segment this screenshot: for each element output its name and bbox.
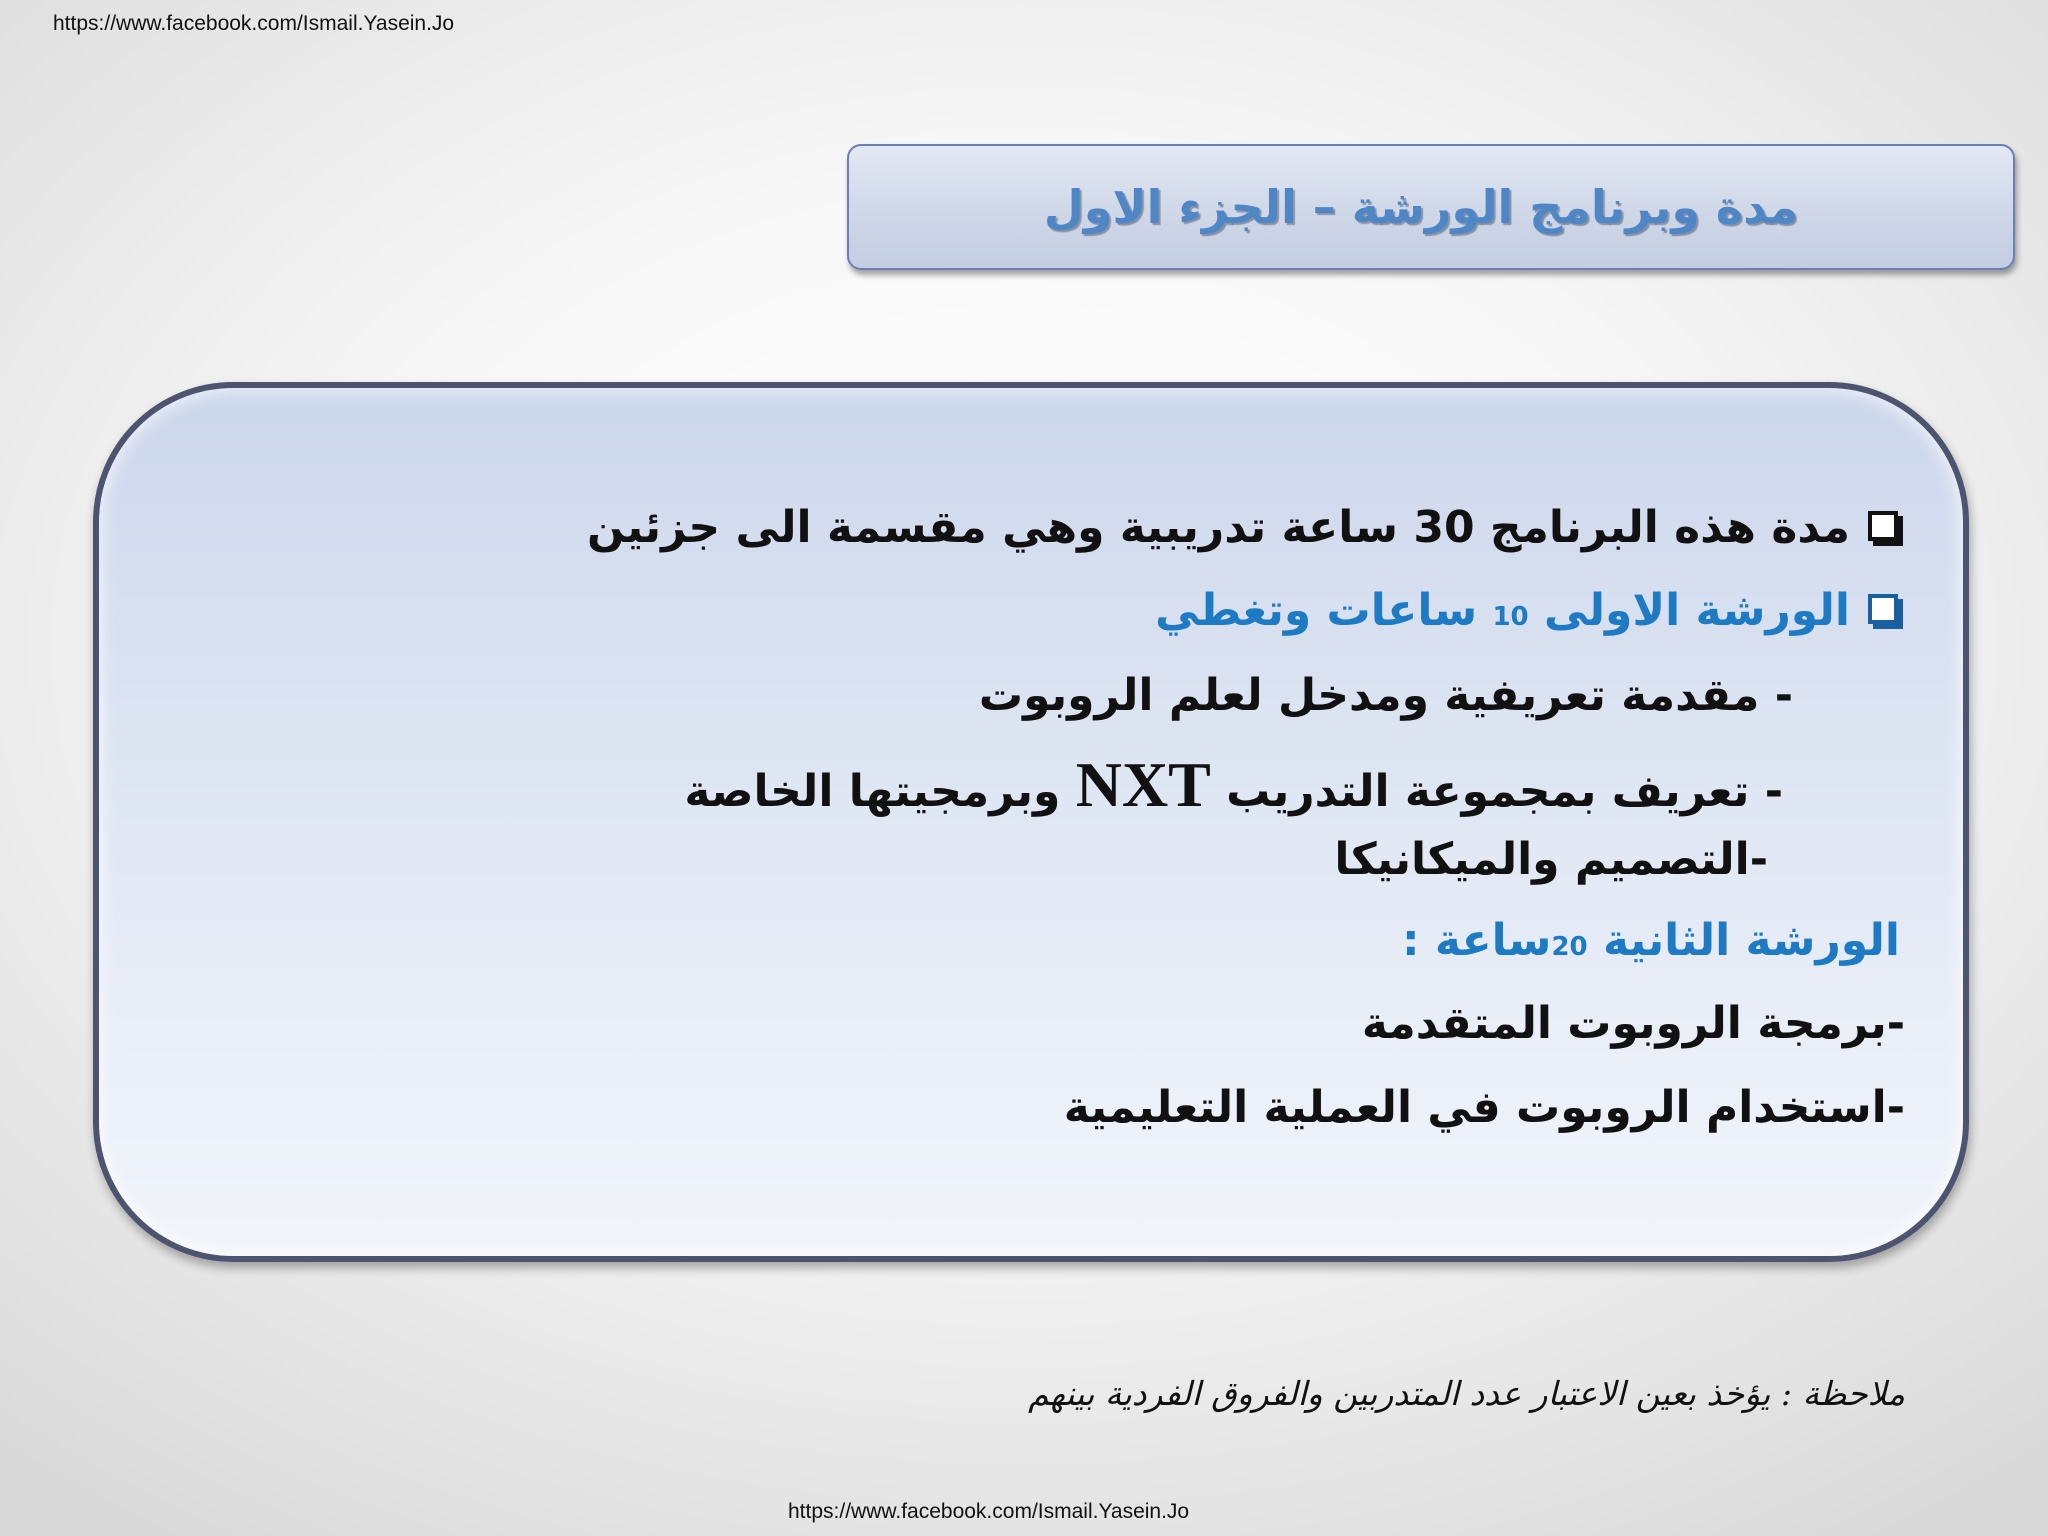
square-bullet-icon bbox=[1868, 594, 1898, 624]
watermark-url-bottom[interactable]: https://www.facebook.com/Ismail.Yasein.Jo bbox=[788, 1500, 1190, 1523]
workshop-two-heading bbox=[1402, 915, 1900, 966]
workshop-two-hours: 20 bbox=[1551, 932, 1588, 962]
topic-advanced-programming: -برمجة الروبوت المتقدمة bbox=[1361, 998, 1905, 1049]
topic-nxt-kit bbox=[684, 748, 1783, 822]
workshop-two-suffix: ساعة : bbox=[1401, 915, 1552, 966]
workshop-one-hours: 10 bbox=[1492, 602, 1529, 632]
workshop-one-suffix: ساعات وتغطي bbox=[1155, 585, 1493, 636]
duration-text: مدة هذه البرنامج 30 ساعة تدريبية وهي مقسمة الى جزئين bbox=[586, 502, 1850, 553]
workshop-one-label: الورشة الاولى bbox=[1528, 585, 1850, 636]
footnote: ملاحظة : يؤخذ بعين الاعتبار عدد المتدربين والفروق الفردية بينهم bbox=[1028, 1374, 1905, 1413]
topic-robot-in-education: -استخدام الروبوت في العملية التعليمية bbox=[1063, 1082, 1905, 1133]
bullet-line-workshop-one bbox=[1155, 585, 1898, 636]
bullet-line-duration bbox=[587, 502, 1898, 553]
square-bullet-icon bbox=[1868, 511, 1898, 541]
topic-design-mechanics: -التصميم والميكانيكا bbox=[1334, 834, 1768, 885]
watermark-url-top[interactable]: https://www.facebook.com/Ismail.Yasein.Jo bbox=[53, 12, 455, 35]
topic-nxt-prefix: - تعريف بمجموعة التدريب bbox=[1210, 766, 1783, 817]
workshop-two-label: الورشة الثانية bbox=[1587, 915, 1900, 966]
topic-nxt-suffix: وبرمجيتها الخاصة bbox=[684, 766, 1076, 817]
slide-title: مدة وبرنامج الورشة – الجزء الاول bbox=[1043, 180, 1799, 234]
title-box bbox=[847, 144, 2015, 270]
topic-intro: - مقدمة تعريفية ومدخل لعلم الروبوت bbox=[978, 670, 1793, 721]
nxt-label: NXT bbox=[1075, 749, 1211, 820]
